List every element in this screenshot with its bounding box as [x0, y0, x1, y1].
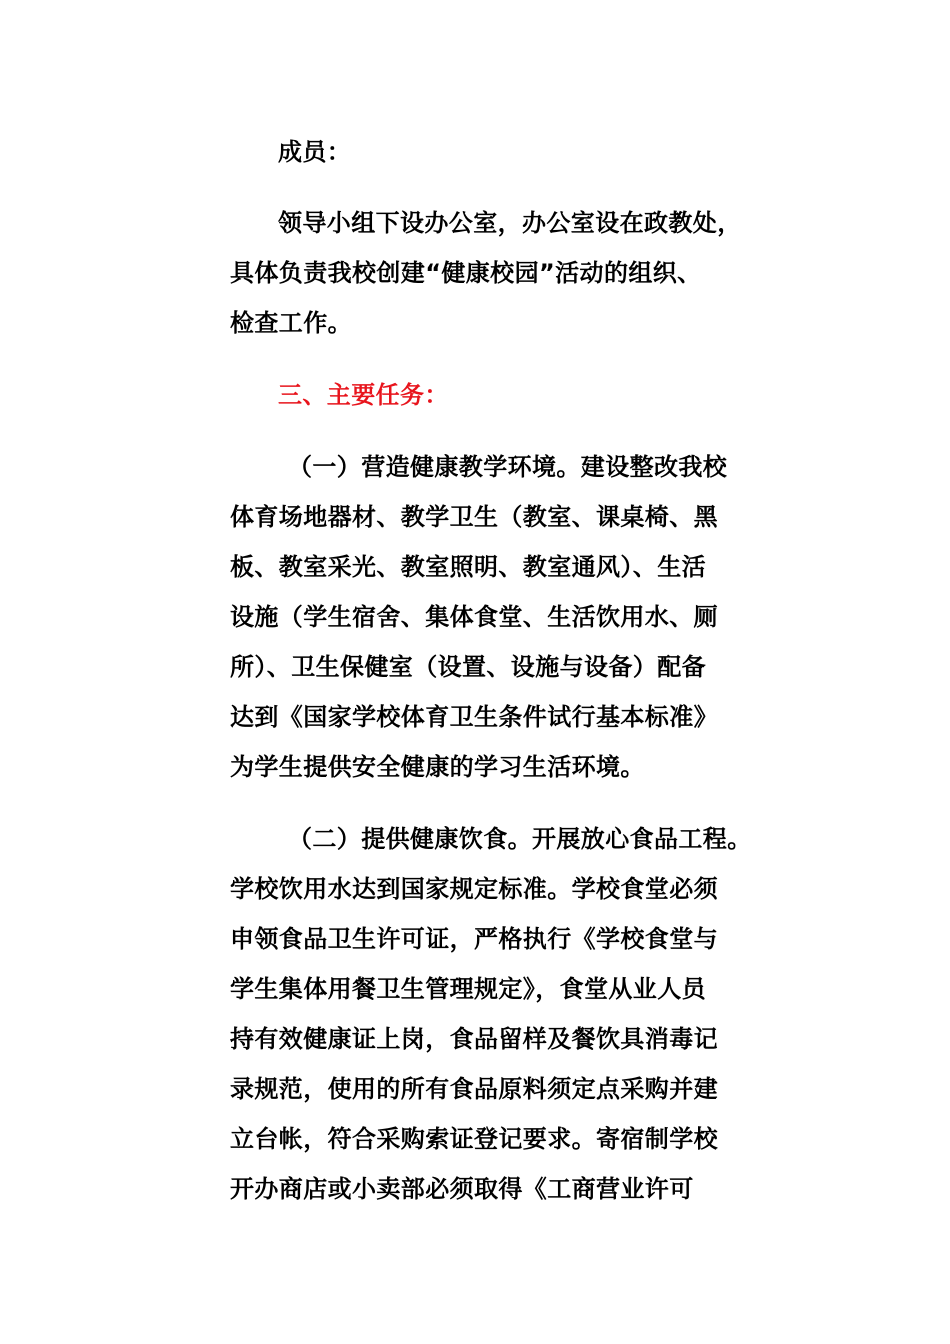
task2-paragraph-line: 学校饮用水达到国家规定标准。学校食堂必须 [230, 875, 718, 903]
task1-paragraph-line: 板、教室采光、教室照明、教室通风）、生活 [230, 553, 706, 581]
task2-paragraph-line: 学生集体用餐卫生管理规定》，食堂从业人员 [230, 975, 706, 1003]
task2-paragraph-line: 开办商店或小卖部必须取得《工商营业许可 [230, 1175, 694, 1203]
task2-paragraph-line: （二）提供健康饮食。开展放心食品工程。 [288, 825, 752, 853]
office-paragraph-line: 具体负责我校创建“健康校园”活动的组织、 [230, 259, 702, 287]
task1-paragraph-line: 所）、卫生保健室（设置、设施与设备）配备 [230, 653, 706, 681]
task1-paragraph-line: 体育场地器材、教学卫生（教室、课桌椅、黑 [230, 503, 718, 531]
office-paragraph-line: 领导小组下设办公室，办公室设在政教处， [278, 209, 742, 237]
members-label: 成员： [278, 138, 352, 166]
office-paragraph-line: 检查工作。 [230, 309, 352, 337]
task1-paragraph-line: 为学生提供安全健康的学习生活环境。 [230, 753, 645, 781]
task2-paragraph-line: 持有效健康证上岗，食品留样及餐饮具消毒记 [230, 1025, 718, 1053]
task2-paragraph-line: 申领食品卫生许可证，严格执行《学校食堂与 [230, 925, 718, 953]
task1-paragraph-line: （一）营造健康教学环境。建设整改我校 [288, 453, 728, 481]
section-heading: 三、主要任务： [278, 381, 449, 409]
task1-paragraph-line: 设施（学生宿舍、集体食堂、生活饮用水、厕 [230, 603, 718, 631]
task2-paragraph-line: 录规范，使用的所有食品原料须定点采购并建 [230, 1075, 718, 1103]
task1-paragraph-line: 达到《国家学校体育卫生条件试行基本标准》 [230, 703, 718, 731]
task2-paragraph-line: 立台帐，符合采购索证登记要求。寄宿制学校 [230, 1125, 718, 1153]
